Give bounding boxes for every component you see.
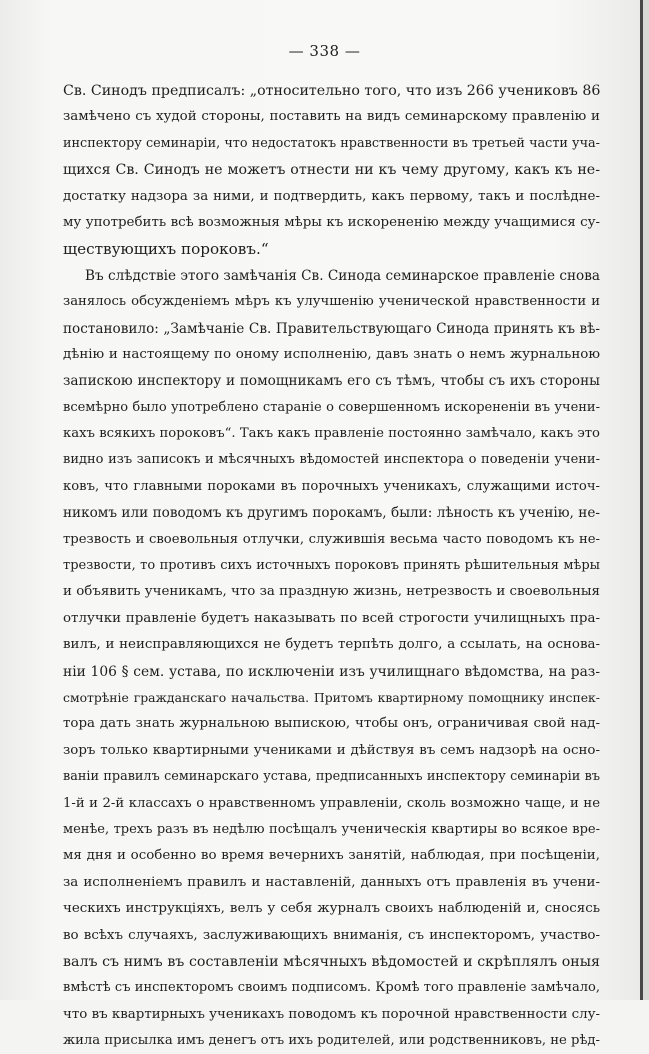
text-line: Въ слѣдствіе этого замѣчанія Св. Синода семинарское правленіе снова xyxy=(85,267,600,284)
text-line: жила присылка имъ денегъ отъ ихъ родителей, или родственниковъ, не рѣд- xyxy=(63,1033,601,1049)
text-line: инспектору семинаріи, что недостатокъ нравственности въ третьей части уча- xyxy=(63,135,600,151)
text-line: 1-й и 2-й классахъ о нравственномъ управленіи, сколь возможно чаще, и не xyxy=(63,795,600,811)
text-line: менѣе, трехъ разъ въ недѣлю посѣщалъ ученическія квартиры во всякое вре- xyxy=(63,821,600,837)
page-edge-shadow xyxy=(640,0,643,1000)
text-line: ніи 106 § сем. устава, по исключеніи изъ училищнаго вѣдомства, на раз- xyxy=(63,663,600,680)
text-line: ковъ, что главными пороками въ порочныхъ ученикахъ, служащими источ- xyxy=(63,478,600,494)
text-line: замѣчено съ худой стороны, поставить на видъ семинарскому правленію и xyxy=(63,109,600,125)
text-line: тора дать знать журнальною выпискою, чтобы онъ, ограничивая свой над- xyxy=(63,716,600,732)
text-line: ваніи правилъ семинарскаго устава, предписанныхъ инспектору семинаріи въ xyxy=(63,769,600,785)
text-line: зоръ только квартирными учениками и дѣйствуя въ семъ надзорѣ на осно- xyxy=(63,742,600,758)
text-line: валъ съ нимъ въ составленіи мѣсячныхъ вѣдомостей и скрѣплялъ оныя xyxy=(63,953,600,970)
body-text xyxy=(63,78,600,1054)
text-line: вмѣстѣ съ инспекторомъ своимъ подписомъ. Кромѣ того правленіе замѣчало, xyxy=(63,980,600,996)
text-line: отлучки правленіе будетъ наказывать по всей строгости училищныхъ пра- xyxy=(63,610,600,626)
text-line: достатку надзора за ними, и подтвердить, какъ первому, такъ и послѣдне- xyxy=(63,188,600,204)
text-line: ческихъ инструкціяхъ, велъ у себя журналъ своихъ наблюденій и, сносясь xyxy=(63,901,600,917)
page-number: — 338 — xyxy=(288,42,361,60)
text-line: трезвости, то противъ сихъ источныхъ пороковъ принять рѣшительныя мѣры xyxy=(63,558,600,574)
text-line: мя дня и особенно во время вечернихъ занятій, наблюдая, при посѣщеніи, xyxy=(63,848,600,864)
text-line: ществующихъ пороковъ.“ xyxy=(63,240,269,259)
text-line: вилъ, и неисправляющихся не будетъ терпѣть долго, а ссылать, на основа- xyxy=(63,637,600,653)
text-line: кахъ всякихъ пороковъ“. Такъ какъ правленіе постоянно замѣчало, какъ это xyxy=(63,426,600,442)
text-line: трезвость и своевольныя отлучки, служившія весьма часто поводомъ къ не- xyxy=(63,531,600,547)
text-line: Св. Синодъ предписалъ: „относительно того, что изъ 266 учениковъ 86 xyxy=(63,83,601,99)
text-line: постановило: „Замѣчаніе Св. Правительствующаго Синода принять къ вѣ- xyxy=(63,320,600,337)
text-line: и объявить ученикамъ, что за праздную жизнь, нетрезвость и своевольныя xyxy=(63,584,600,600)
text-line: смотрѣніе гражданскаго начальства. Притомъ квартирному помощнику инспек- xyxy=(63,689,600,705)
text-line: му употребить всѣ возможныя мѣры къ искорененію между учащимися су- xyxy=(63,214,600,230)
text-line: запискою инспектору и помощникамъ его съ тѣмъ, чтобы съ ихъ стороны xyxy=(63,373,600,390)
text-line: за исполненіемъ правилъ и наставленій, данныхъ отъ правленія въ учени- xyxy=(63,874,600,890)
text-line: никомъ или поводомъ къ другимъ порокамъ, были: лѣность къ ученію, не- xyxy=(63,505,600,522)
text-line: щихся Св. Синодъ не можетъ отнести ни къ чему другому, какъ къ не- xyxy=(63,162,600,179)
text-line: что въ квартирныхъ ученикахъ поводомъ къ порочной нравственности слу- xyxy=(63,1006,601,1022)
text-line: во всѣхъ случаяхъ, заслуживающихъ вниманія, съ инспекторомъ, участво- xyxy=(63,927,600,943)
page-edge-margin xyxy=(643,0,649,1000)
text-line: дѣнію и настоящему по оному исполненію, давъ знать о немъ журнальною xyxy=(63,346,600,362)
text-line: всемѣрно было употреблено стараніе о совершенномъ искорененіи въ учени- xyxy=(63,399,600,415)
text-line: видно изъ записокъ и мѣсячныхъ вѣдомостей инспектора о поведеніи учени- xyxy=(63,452,600,468)
text-line: занялось обсужденіемъ мѣръ къ улучшенію ученической нравственности и xyxy=(63,294,600,310)
